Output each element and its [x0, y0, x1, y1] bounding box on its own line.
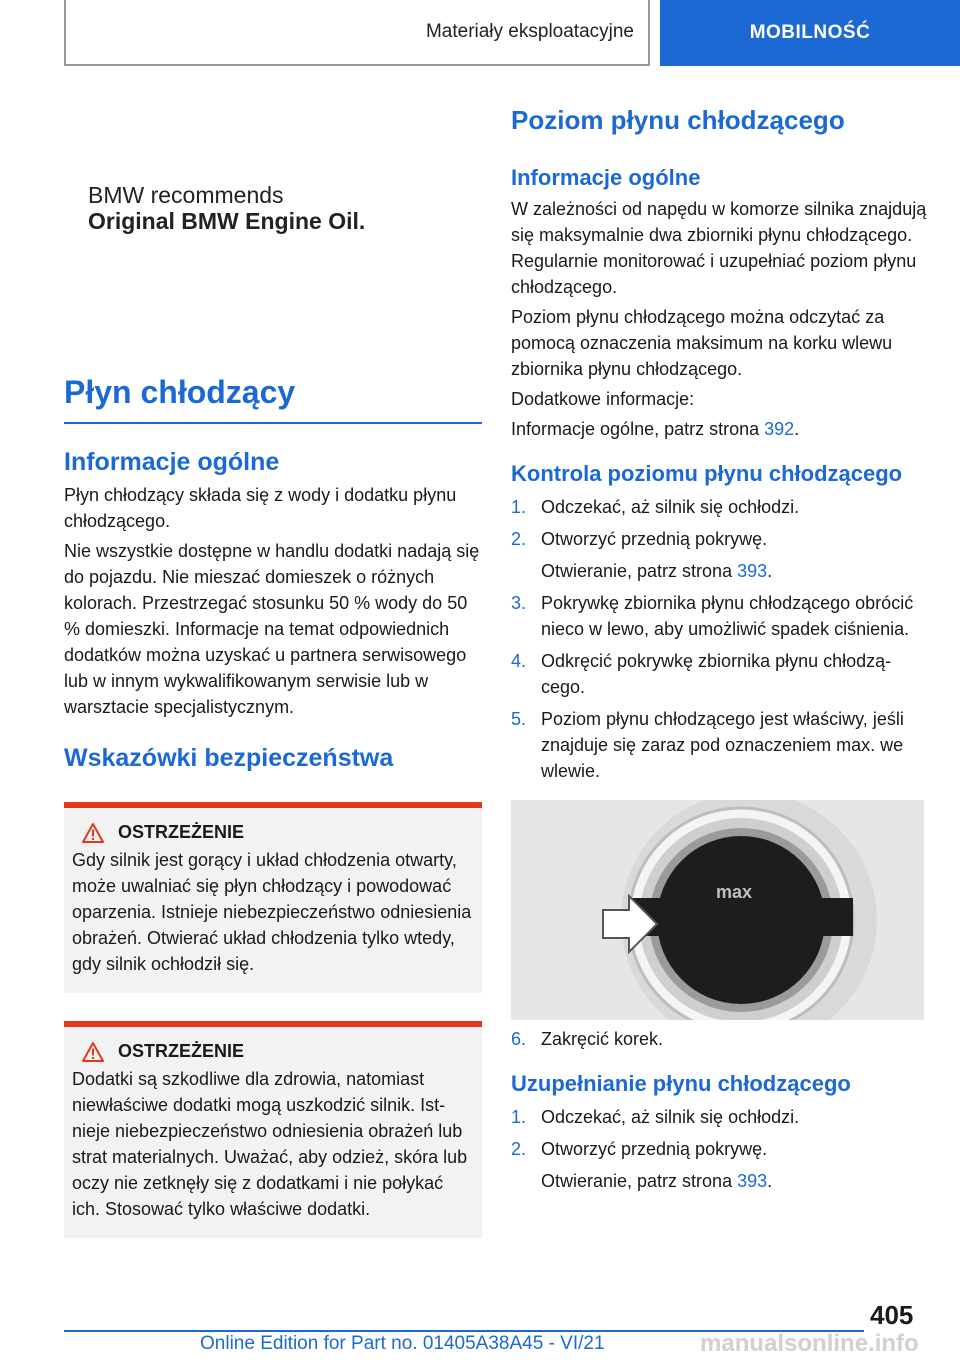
chapter-tab[interactable]: [660, 0, 960, 66]
xref-end: .: [794, 419, 800, 439]
step-number: 6.: [511, 1029, 527, 1049]
check-steps-list-cont: [511, 590, 927, 784]
step-subnote: [511, 1168, 927, 1194]
step-number: 2.: [511, 1139, 527, 1159]
step-number: 5.: [511, 709, 527, 729]
check-steps-list: [511, 494, 927, 552]
coolant-paragraph-2: Nie wszystkie dostępne w handlu dodatki nadają się do pojazdu. Nie mieszać domieszek o różnych kolorach. Przestrzegać stosunku 50 % wody do 50 % domieszki. Informacje na temat odpowiednich dodatków można uzyskać u partnera serwisowego lub w innym wykwalifikowanym serwisie lub w warsztacie specjalistycznym.: [64, 541, 480, 717]
list-item: [511, 706, 927, 784]
footer-edition: Online Edition for Part no. 01405A38A45 - VI/21: [200, 1333, 605, 1354]
warning-triangle-icon: [82, 823, 104, 843]
step-text: Otworzyć przednią pokrywę.: [541, 529, 768, 549]
step-text: Pokrywkę zbiornika płynu chłodzącego obrócić nieco w lewo, aby umożliwić spadek ciśnienia.: [541, 593, 914, 639]
list-item: [511, 590, 927, 642]
warning-box-2: [64, 1021, 482, 1238]
coolant-general-heading: Informacje ogólne: [64, 448, 280, 476]
refill-heading: Uzupełnianie płynu chłodzącego: [511, 1071, 851, 1096]
bmw-oil-ad: [64, 100, 482, 350]
list-item: [511, 494, 927, 520]
step-text: Odczekać, aż silnik się ochłodzi.: [541, 497, 800, 517]
list-item: [511, 1136, 927, 1162]
check-steps-list-end: [511, 1026, 927, 1052]
page-link-393[interactable]: 393: [737, 1171, 768, 1191]
step-text: Odkręcić pokrywkę zbiornika płynu chłodzącego.: [541, 651, 892, 697]
list-item: [511, 526, 927, 552]
list-item: [511, 1026, 927, 1052]
watermark: manualsonline.info: [700, 1330, 919, 1357]
step-text: Poziom płynu chłodzącego jest właściwy, jeśli znajduje się zaraz pod oznaczeniem max. we wlewie.: [541, 709, 904, 781]
step-number: 3.: [511, 593, 527, 613]
warning-triangle-icon: [82, 1042, 104, 1062]
right-column: [511, 100, 927, 1194]
level-general-heading: Informacje ogólne: [511, 165, 701, 190]
ad-line-1: BMW recommends: [88, 182, 284, 208]
refill-steps-list: [511, 1104, 927, 1162]
step-number: 1.: [511, 497, 527, 517]
left-column: [64, 100, 482, 1238]
warning-box-1: [64, 802, 482, 993]
list-item: [511, 1104, 927, 1130]
section-tab-label: Materiały eksploatacyjne: [425, 21, 634, 42]
page-number: 405: [870, 1300, 914, 1330]
step-number: 4.: [511, 651, 527, 671]
warning-text: Dodatki są szkodliwe dla zdrowia, natomiast niewłaściwe dodatki mogą uszkodzić silnik. Istnieje niebezpieczeństwo odniesienia obrażeń lub strat materialnych. Uważać, aby odzież, skóra lub oczy nie zetknęły się z dodatkami i nie połykać ich. Stosować tylko właściwe dodatki.: [72, 1069, 468, 1219]
xref-end: .: [767, 561, 773, 581]
xref-text: Informacje ogólne, patrz strona: [511, 419, 765, 439]
check-level-heading: Kontrola poziomu płynu chłodzącego: [511, 461, 903, 486]
warning-title: OSTRZEŻENIE: [118, 1041, 245, 1061]
step-text: Otworzyć przednią pokrywę.: [541, 1139, 768, 1159]
coolant-paragraph-1: Płyn chłodzący składa się z wody i dodatku płynu chłodzącego.: [64, 485, 457, 531]
coolant-cap-illustration: [511, 800, 924, 1020]
ad-line-2: Original BMW Engine Oil.: [88, 208, 366, 234]
coolant-level-title: Poziom płynu chłodzącego: [511, 105, 845, 135]
level-paragraph-4: [511, 416, 927, 442]
warning-title: OSTRZEŻENIE: [118, 822, 245, 842]
chapter-tab-label: MOBILNOŚĆ: [749, 22, 871, 43]
step-subnote: [511, 558, 927, 584]
level-paragraph-3: Dodatkowe informacje:: [511, 389, 695, 409]
step-text: Zakręcić korek.: [541, 1029, 664, 1049]
warning-text: Gdy silnik jest gorący i układ chłodzenia otwarty, może uwalniać się płyn chłodzący i powodować oparzenia. Istnieje niebezpieczeństwo odniesienia obrażeń. Otwierać układ chłodzenia tylko wtedy, gdy silnik ochłodził się.: [72, 850, 472, 974]
level-paragraph-1: W zależności od napędu w komorze silnika znajdują się maksymalnie dwa zbiorniki płynu chłodzącego. Regularnie monitorować i uzupełniać poziom płynu chłodzącego.: [511, 199, 927, 297]
page-link-393[interactable]: 393: [737, 561, 768, 581]
step-number: 1.: [511, 1107, 527, 1127]
max-mark-label: max: [716, 882, 753, 902]
page-link-392[interactable]: 392: [764, 419, 795, 439]
coolant-cap-photo: [511, 800, 924, 1020]
xref-end: .: [767, 1171, 773, 1191]
safety-heading: Wskazówki bezpieczeństwa: [64, 744, 394, 772]
xref-text: Otwieranie, patrz strona: [541, 1171, 738, 1191]
section-tab: [64, 0, 650, 66]
step-text: Odczekać, aż silnik się ochłodzi.: [541, 1107, 800, 1127]
step-number: 2.: [511, 529, 527, 549]
level-paragraph-2: Poziom płynu chłodzącego można odczytać za pomocą oznaczenia maksimum na korku wlewu zbiornika płynu chłodzącego.: [511, 307, 893, 379]
xref-text: Otwieranie, patrz strona: [541, 561, 738, 581]
coolant-title: Płyn chłodzący: [64, 372, 482, 424]
list-item: [511, 648, 927, 700]
